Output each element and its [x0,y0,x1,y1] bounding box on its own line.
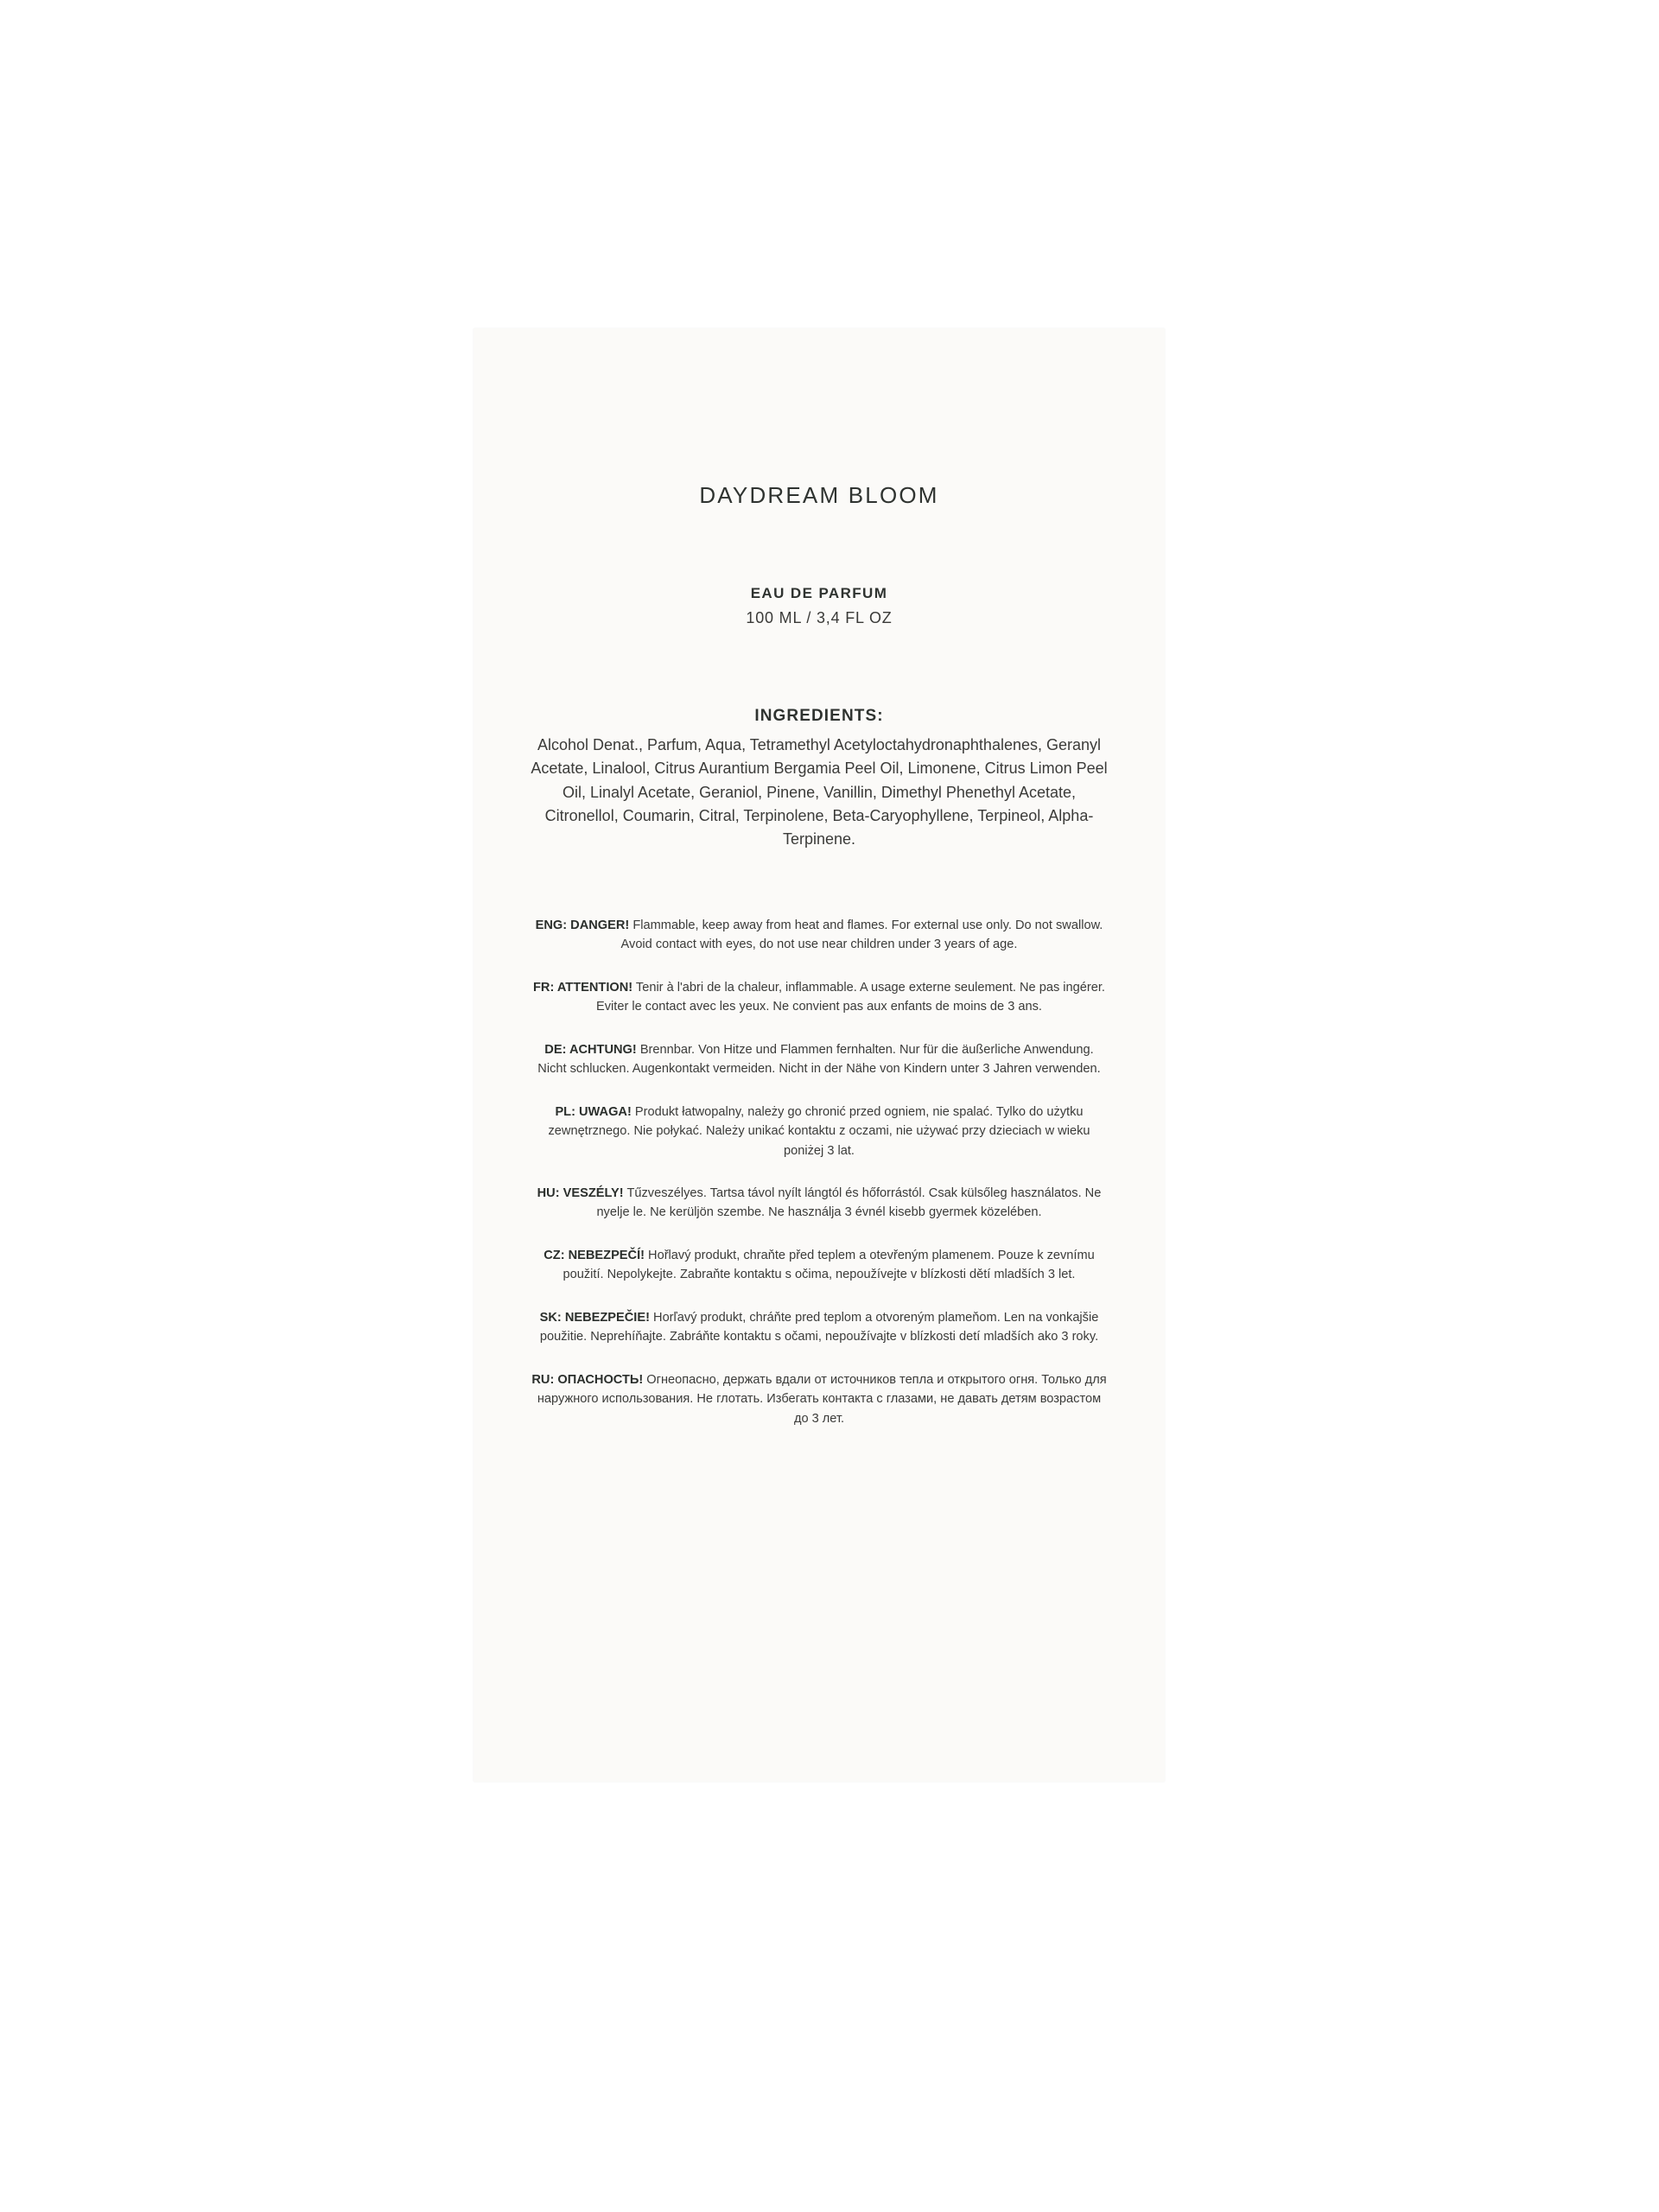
volume-label: 100 ML / 3,4 FL OZ [746,609,893,626]
warning-lang-hu: HU: VESZÉLY! [537,1186,624,1201]
warning-lang-pl: PL: UWAGA! [555,1104,632,1119]
warning-block-sk [518,1308,1120,1347]
warning-lang-cz: CZ: NEBEZPEČÍ! [543,1248,645,1262]
warning-text-cz: Hořlavý produkt, chraňte před teplem a otevřeným plamenem. Pouze k zevnímu použití. Nepolykejte. Zabraňte kontaktu s očima, nepoužívejte v blízkosti dětí mladších 3 let. [563,1248,1095,1282]
product-label-panel [474,328,1165,1782]
warning-block-de [518,1040,1120,1079]
warning-text-sk: Horľavý produkt, chráňte pred teplom a otvoreným plameňom. Len na vonkajšie použitie. Neprehíňajte. Zabráňte kontaktu s očami, nepoužívajte v blízkosti detí mladších ako 3 roky. [539,1310,1099,1344]
warning-lang-fr: FR: ATTENTION! [533,980,633,995]
label-content [474,482,1165,1428]
warning-block-pl [518,1103,1120,1160]
ingredients-text: Alcohol Denat., Parfum, Aqua, Tetramethyl Acetyloctahydronaphthalenes, Geranyl Acetate, Linalool, Citrus Aurantium Bergamia Peel Oil, Limonene, Citrus Limon Peel Oil, Linalyl Acetate, Geraniol, Pinene, Vanillin, Dimethyl Phenethyl Acetate, Citronellol, Coumarin, Citral, Terpinolene, Beta-Caryophyllene, Terpineol, Alpha-Terpinene. [531,736,1108,849]
warnings-section [518,916,1120,1428]
warning-lang-ru: RU: ОПАСНОСТЬ! [531,1372,644,1387]
warning-text-fr: Tenir à l'abri de la chaleur, inflammable. A usage externe seulement. Ne pas ingérer. Eviter le contact avec les yeux. Ne convient pas aux enfants de moins de 3 ans. [596,980,1105,1014]
warning-text-ru: Огнеопасно, держать вдали от источников тепла и открытого огня. Только для наружного использования. Не глотать. Избегать контакта с глазами, не давать детям возрастом до 3 лет. [537,1372,1107,1426]
warning-text-pl: Produkt łatwopalny, należy go chronić przed ogniem, nie spalać. Tylko do użytku zewnętrznego. Nie połykać. Należy unikać kontaktu z oczami, nie używać przy dzieciach w wieku poniżej 3 lat. [548,1104,1090,1158]
warning-block-eng [518,916,1120,955]
warning-text-hu: Tűzveszélyes. Tartsa távol nyílt lángtól és hőforrástól. Csak külsőleg használatos. Ne nyelje le. Ne kerüljön szembe. Ne használja 3 évnél kisebb gyermek közelében. [596,1186,1102,1220]
warning-lang-de: DE: ACHTUNG! [544,1042,637,1057]
concentration-label: EAU DE PARFUM [750,585,888,601]
warning-block-fr [518,978,1120,1017]
brand-title: DAYDREAM BLOOM [699,482,939,508]
warning-lang-eng: ENG: DANGER! [535,918,630,932]
warning-block-cz [518,1246,1120,1285]
warning-block-ru [518,1370,1120,1428]
warning-text-eng: Flammable, keep away from heat and flames. For external use only. Do not swallow. Avoid contact with eyes, do not use near children under 3 years of age. [620,918,1103,952]
warning-lang-sk: SK: NEBEZPEČIE! [539,1310,650,1325]
warning-text-de: Brennbar. Von Hitze und Flammen fernhalten. Nur für die äußerliche Anwendung. Nicht schlucken. Augenkontakt vermeiden. Nicht in der Nähe von Kindern unter 3 Jahren verwenden. [537,1042,1101,1077]
warning-block-hu [518,1184,1120,1223]
ingredients-heading: INGREDIENTS: [754,707,884,725]
